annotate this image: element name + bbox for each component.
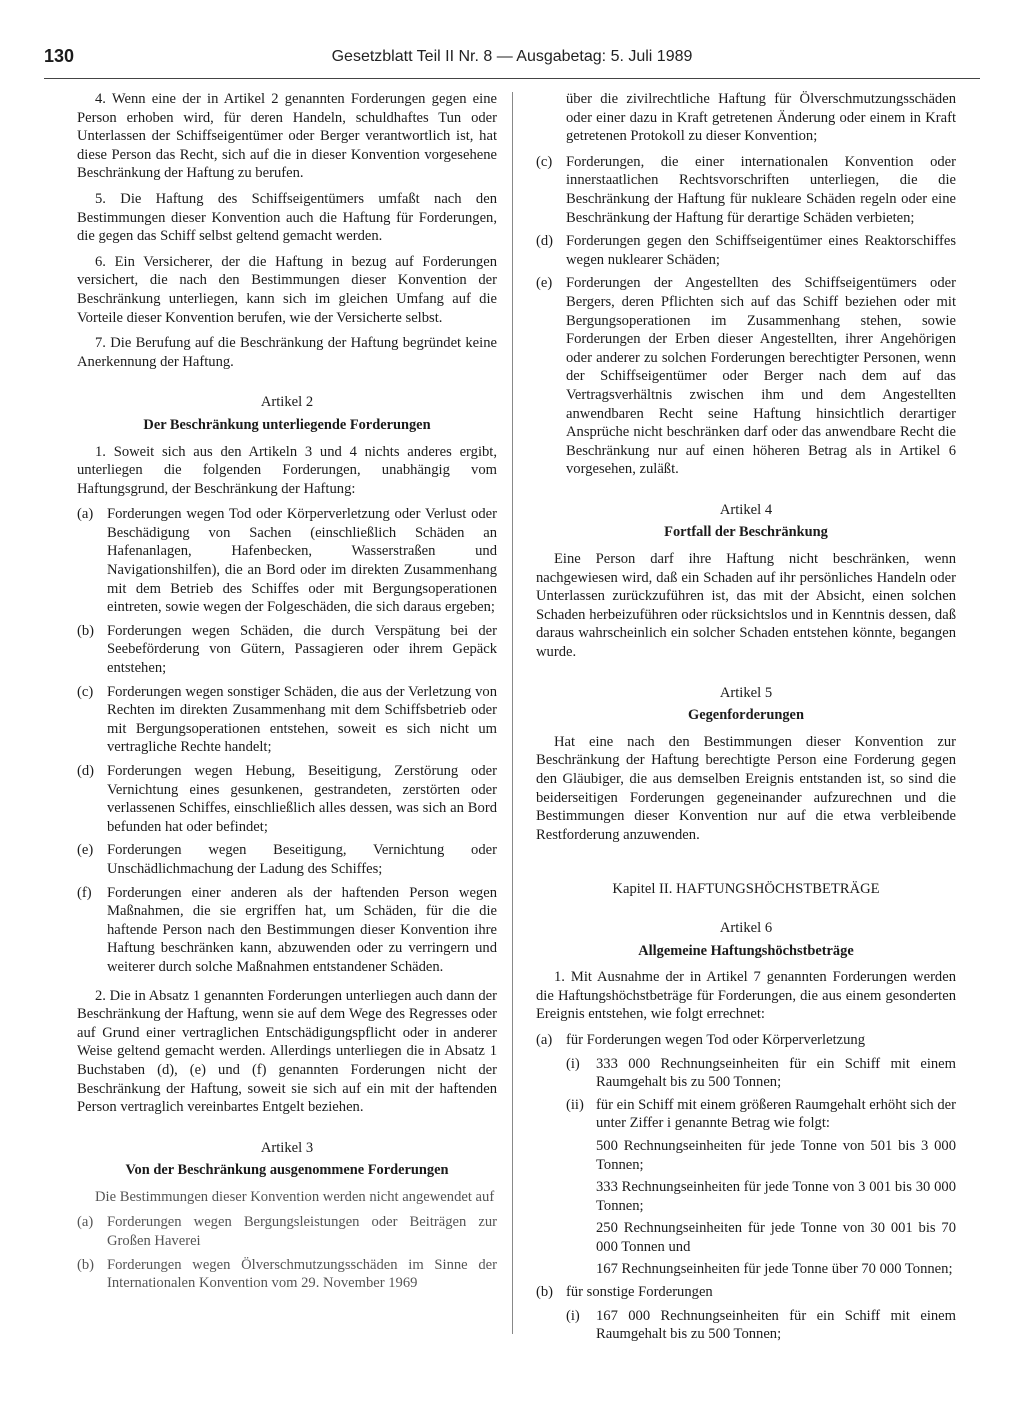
item-text: Forderungen wegen sonstiger Schäden, die aus der Verletzung von Rechten im direkten Zusammenhang mit dem Schiffsbetrieb oder mit Bergungsoperationen entstehen, soweit es sich nicht um vertragliche Rechte handelt; xyxy=(107,683,497,756)
article-5-subtitle: Gegenforderungen xyxy=(688,707,804,724)
article-4-paragraph: Eine Person darf ihre Haftung nicht beschränken, wenn nachgewiesen wird, daß ein Schaden auf ihr persönliches Handeln oder Unterlassen zurückzuführen ist, das mit der Absicht, einen solchen Schaden herbeizuführen oder rücksichtslos und in Kenntnis dessen, daß daraus wahrscheinlich ein solcher Schaden entstehen könnte, begangen wurde. xyxy=(536,551,956,661)
sub-item xyxy=(536,1307,956,1344)
item-label: (b) xyxy=(77,1256,95,1273)
article-2-paragraph-1: 1. Soweit sich aus den Artikeln 3 und 4 nichts anderes ergibt, unterliegen die folgenden Forderungen, unabhängig vom Haftungsgrund, der Beschränkung der Haftung: xyxy=(77,443,497,497)
item-text: für sonstige Forderungen xyxy=(566,1284,713,1301)
article-3-intro: Die Bestimmungen dieser Konvention werden nicht angewendet auf xyxy=(95,1188,495,1205)
item-text: Forderungen wegen Bergungsleistungen oder Beiträgen zur Großen Haverei xyxy=(107,1214,497,1250)
list-item xyxy=(536,1283,956,1302)
list-item xyxy=(77,1256,497,1293)
article-3-subtitle: Von der Beschränkung ausgenommene Forderungen xyxy=(125,1162,449,1179)
list-item xyxy=(77,505,497,617)
item-text: Forderungen der Angestellten des Schiffseigentümers oder Bergers, deren Pflichten sich auf das Schiff beziehen oder mit Bergungsoperationen im Zusammenhang stehen, sowie Forderungen der Erben dieser Angestellten, ihrer Angehörigen oder anderer zu solchen Forderungen berechtigter Personen, wenn der Schiffseigentümer oder Berger nach dem auf das Vertragsverhältnis zwischen ihm und dem Angestellten anwendbaren Recht seine Haftung hinsichtlich derartiger Ansprüche nicht beschränken darf oder das anwendbare Recht die Beschränkung nur auf einen höheren Betrag als in Artikel 6 vorgesehen, zuläßt. xyxy=(566,275,956,478)
list-item xyxy=(536,232,956,269)
rate-line: 167 Rechnungseinheiten für jede Tonne über 70 000 Tonnen; xyxy=(596,1261,953,1278)
item-label: (d) xyxy=(536,233,554,250)
item-label: (f) xyxy=(77,884,92,901)
list-item xyxy=(77,884,497,977)
paragraph-5: 5. Die Haftung des Schiffseigentümers umfaßt nach den Bestimmungen dieser Konvention auch die Haftung für Forderungen, die gegen das Schiff selbst geltend gemacht werden. xyxy=(77,190,497,245)
rate-line: 333 Rechnungseinheiten für jede Tonne von 3 001 bis 30 000 Tonnen; xyxy=(596,1179,956,1214)
item-label: (e) xyxy=(536,275,553,292)
page-number: 130 xyxy=(44,46,75,66)
left-column xyxy=(77,90,497,1298)
item-text: Forderungen, die einer internationalen Konvention oder innerstaatlichen Rechtsvorschriften unterliegen, die die Beschränkung der Haftung für nukleare Schäden regeln oder eine Beschränkung der Haftung für derartige Schäden verbieten; xyxy=(566,153,956,226)
rate-line: 250 Rechnungseinheiten für jede Tonne von 30 001 bis 70 000 Tonnen und xyxy=(596,1220,956,1255)
list-item xyxy=(77,622,497,678)
header-title: Gesetzblatt Teil II Nr. 8 — Ausgabetag: 5. Juli 1989 xyxy=(331,48,693,65)
sub-item-label: (i) xyxy=(566,1307,580,1324)
sub-item-label: (i) xyxy=(566,1055,580,1072)
list-item xyxy=(536,153,956,227)
sub-item xyxy=(536,1055,956,1092)
item-label: (a) xyxy=(536,1031,553,1048)
list-item xyxy=(536,1031,956,1050)
item-text: Forderungen einer anderen als der haftenden Person wegen Maßnahmen, die sie ergriffen hat, um Schäden, für die die haftende Person nach den Bestimmungen dieser Konvention ihre Haftung beschränken kann, abzuwenden oder zu verringern und weiterer durch solche Maßnahmen entstandener Schäden. xyxy=(107,884,497,975)
paragraph-6: 6. Ein Versicherer, der die Haftung in bezug auf Forderungen versichert, die nach den Bestimmungen dieser Konvention der Beschränkung unterliegen, kann sich im gleichen Umfang auf die Vorteile dieser Konvention berufen, wie der Versicherte selbst. xyxy=(77,253,497,326)
list-item xyxy=(77,1213,497,1250)
sub-item-text: für ein Schiff mit einem größeren Raumgehalt erhöht sich der unter Ziffer i genannte Betrag wie folgt: xyxy=(596,1096,957,1132)
article-2-title: Artikel 2 xyxy=(260,394,314,411)
item-label: (c) xyxy=(536,153,553,170)
list-item xyxy=(536,274,956,479)
article-4-subtitle: Fortfall der Beschränkung xyxy=(664,524,828,541)
article-2-paragraph-2: 2. Die in Absatz 1 genannten Forderungen unterliegen auch dann der Beschränkung der Haftung, wenn sie auf dem Wege des Regresses oder auf Grund einer vertraglichen Entschädigungspflicht oder in anderer Weise geltend gemacht werden. Allerdings unterliegen die in Absatz 1 Buchstaben (d), (e) und (f) genannten Forderungen nicht der Beschränkung der Haftung, soweit sie sich auf ein mit der haftenden Person vertraglich vereinbartes Entgelt beziehen. xyxy=(77,987,497,1116)
article-6-title: Artikel 6 xyxy=(719,919,773,936)
sub-item-text: 167 000 Rechnungseinheiten für ein Schiff mit einem Raumgehalt bis zu 500 Tonnen; xyxy=(596,1307,956,1343)
list-item xyxy=(77,683,497,757)
item-text: Forderungen wegen Tod oder Körperverletzung oder Verlust oder Beschädigung von Sachen (einschließlich Schäden an Hafenanlagen, Hafenbecken, Wasserstraßen und Navigationshilfen), die an Bord oder im direkten Zusammenhang mit dem Betrieb des Schiffes oder mit Bergungsoperationen eintreten, sowie wegen der Folgeschäden, die sich daraus ergeben; xyxy=(107,506,497,616)
column-divider xyxy=(512,92,513,1334)
item-text: Forderungen wegen Ölverschmutzungsschäden im Sinne der Internationalen Konvention vom 29. November 1969 xyxy=(107,1256,497,1292)
item-label: (a) xyxy=(77,506,94,523)
right-column xyxy=(536,90,956,1348)
item-text: Forderungen wegen Beseitigung, Vernichtung oder Unschädlichmachung der Ladung des Schiffes; xyxy=(107,842,497,877)
item-label: (d) xyxy=(77,763,95,779)
item-text: Forderungen gegen den Schiffseigentümer eines Reaktorschiffes wegen nuklearer Schäden; xyxy=(566,233,956,268)
article-6-paragraph-1: 1. Mit Ausnahme der in Artikel 7 genannten Forderungen werden die Haftungshöchstbeträge für Forderungen, die aus einem gesonderten Ereignis entstehen, wie folgt errechnet: xyxy=(536,969,956,1023)
rate-line: 500 Rechnungseinheiten für jede Tonne von 501 bis 3 000 Tonnen; xyxy=(596,1137,956,1173)
item-label: (e) xyxy=(77,842,94,859)
item-label: (c) xyxy=(77,683,94,700)
sub-item-label: (ii) xyxy=(566,1096,584,1113)
item-label: (b) xyxy=(77,622,95,639)
item-label: (b) xyxy=(536,1284,554,1301)
continued-item-b: über die zivilrechtliche Haftung für Ölverschmutzungsschäden oder einer dazu in Kraft getretenen Änderung oder einem in Kraft getretenen Protokoll zu dieser Konvention; xyxy=(566,91,956,145)
article-2-subtitle: Der Beschränkung unterliegende Forderungen xyxy=(143,416,431,433)
article-4-title: Artikel 4 xyxy=(719,501,773,518)
list-item xyxy=(77,841,497,878)
paragraph-7: 7. Die Berufung auf die Beschränkung der Haftung begründet keine Anerkennung der Haftung. xyxy=(77,335,497,370)
item-text: Forderungen wegen Hebung, Beseitigung, Zerstörung oder Vernichtung eines gesunkenen, gestrandeten, zerstörten oder verlassenen Schiffes, einschließlich alles dessen, was sich an Bord befunden hat oder befindet; xyxy=(107,763,497,835)
header-rule xyxy=(44,78,980,79)
sub-item-text: 333 000 Rechnungseinheiten für ein Schiff mit einem Raumgehalt bis zu 500 Tonnen; xyxy=(596,1055,956,1091)
list-item xyxy=(77,762,497,836)
item-text: für Forderungen wegen Tod oder Körperverletzung xyxy=(566,1031,865,1048)
item-text: Forderungen wegen Schäden, die durch Verspätung bei der Seebeförderung von Gütern, Passagieren oder ihrem Gepäck entstehen; xyxy=(107,622,497,677)
chapter-heading: Kapitel II. HAFTUNGSHÖCHSTBETRÄGE xyxy=(612,881,880,898)
article-5-title: Artikel 5 xyxy=(719,684,773,701)
page-header xyxy=(44,44,980,74)
sub-item xyxy=(536,1096,956,1133)
article-6-subtitle: Allgemeine Haftungshöchstbeträge xyxy=(638,942,854,959)
item-label: (a) xyxy=(77,1214,94,1231)
article-3-title: Artikel 3 xyxy=(260,1139,314,1156)
paragraph-4: 4. Wenn eine der in Artikel 2 genannten Forderungen gegen eine Person erhoben wird, für deren Handeln, schuldhaftes Tun oder Unterlassen der Schiffseigentümer oder Berger verantwortlich ist, hat diese Person das Recht, sich auf die in dieser Konvention vorgesehene Beschränkung der Haftung zu berufen. xyxy=(77,91,497,182)
article-5-paragraph: Hat eine nach den Bestimmungen dieser Konvention zur Beschränkung der Haftung berechtigte Person eine Forderung gegen den Gläubiger, die aus demselben Ereignis entstanden ist, so sind die beiderseitigen Forderungen gegeneinander aufzurechnen und die Bestimmungen dieser Konvention nur auf die etwa verbleibende Restforderung anzuwenden. xyxy=(536,733,956,843)
